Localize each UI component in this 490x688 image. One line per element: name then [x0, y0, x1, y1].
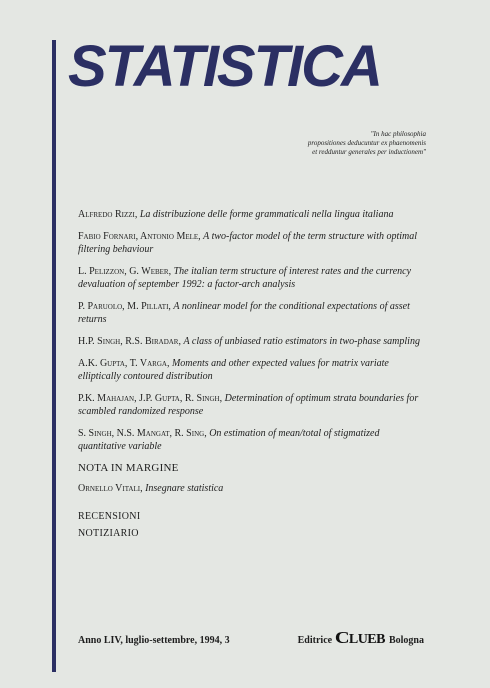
article-authors: S. Singh, N.S. Mangat, R. Sing,: [78, 428, 207, 439]
logo-rest: LUEB: [348, 632, 385, 647]
article-entry: [78, 335, 420, 348]
article-title: The italian term structure of interest rates and the currency devaluation of september 1992: a factor-arch analysis: [78, 266, 412, 290]
article-entry: [78, 427, 420, 453]
article-title: La distribuzione delle forme grammaticali nella lingua italiana: [139, 209, 394, 220]
article-entry: [78, 357, 420, 383]
article-authors: L. Pelizzon, G. Weber,: [78, 266, 172, 277]
epigraph-line: "In hac philosophia: [370, 130, 426, 138]
nota-heading: NOTA IN MARGINE: [78, 462, 179, 474]
publisher-prefix: Editrice: [297, 635, 333, 646]
section-recensioni: RECENSIONI: [78, 511, 141, 522]
publisher-city: Bologna: [388, 635, 424, 646]
article-title: Determination of optimum strata boundaries for scambled randomized response: [78, 393, 419, 417]
article-title: A nonlinear model for the conditional expectations of asset returns: [78, 301, 410, 325]
article-authors: P. Paruolo, M. Pillati,: [78, 301, 171, 312]
cover-vertical-rule: [52, 40, 56, 672]
article-title: Moments and other expected values for matrix variate elliptically contoured distribution: [78, 358, 389, 382]
epigraph-line: et redduntur generales per inductionem": [312, 148, 426, 156]
nota-entry: [78, 482, 420, 495]
epigraph: [226, 130, 426, 157]
logo-c: C: [334, 628, 350, 647]
nota-title: Insegnare statistica: [145, 483, 224, 494]
article-authors: P.K. Mahajan, J.P. Gupta, R. Singh,: [78, 393, 223, 404]
nota-authors: Ornello Vitali,: [78, 483, 143, 494]
article-title: A class of unbiased ratio estimators in two-phase sampling: [183, 336, 420, 347]
article-title: A two-factor model of the term structure with optimal filtering behaviour: [78, 231, 418, 255]
article-entry: [78, 392, 420, 418]
article-entry: [78, 230, 420, 256]
article-title: On estimation of mean/total of stigmatized quantitative variable: [78, 428, 380, 452]
clueb-logo: [336, 628, 385, 648]
article-authors: Alfredo Rizzi,: [78, 209, 138, 220]
article-entry: [78, 208, 420, 221]
issue-info: Anno LIV, luglio-settembre, 1994, 3: [78, 635, 230, 646]
publisher: [298, 628, 424, 648]
article-entry: [78, 265, 420, 291]
article-entry: [78, 300, 420, 326]
article-authors: H.P. Singh, R.S. Biradar,: [78, 336, 181, 347]
cover-footer: [78, 628, 424, 648]
table-of-contents: [78, 208, 420, 544]
journal-title: STATISTICA: [68, 34, 381, 99]
article-authors: Fabio Fornari, Antonio Mele,: [78, 231, 201, 242]
section-notiziario: NOTIZIARIO: [78, 528, 139, 539]
epigraph-line: propositiones deducuntur ex phaenomenis: [307, 139, 426, 147]
article-authors: A.K. Gupta, T. Varga,: [78, 358, 170, 369]
